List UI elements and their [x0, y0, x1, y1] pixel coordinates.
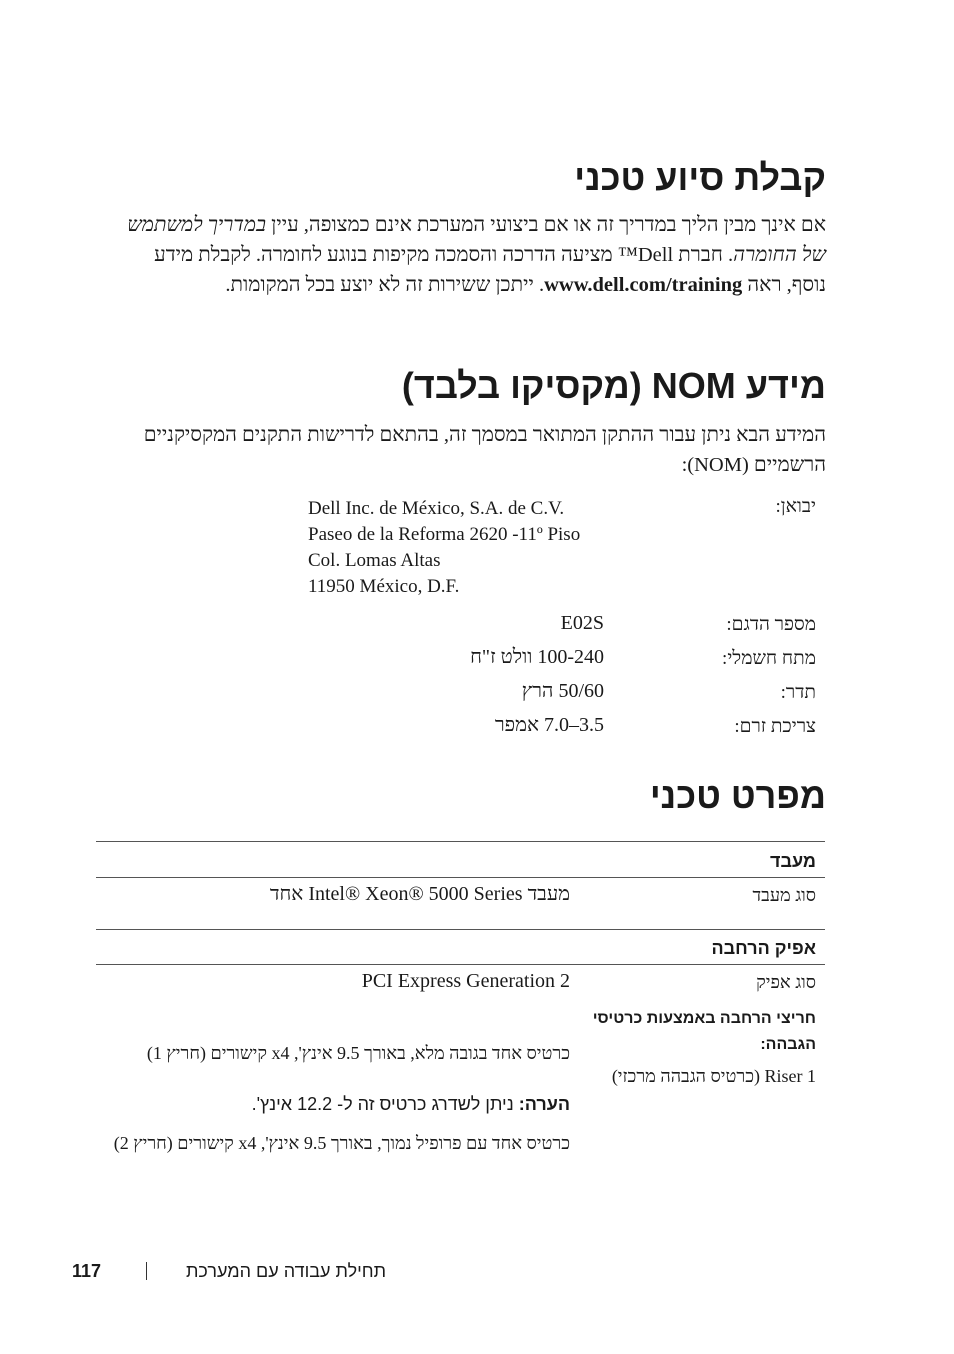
slot2-value: כרטיס אחד עם פרופיל נמוך, באורך 9.5 אינץ', x4 קישורים (חריץ 2) — [113, 1133, 570, 1153]
bus-type-label: סוג אפיק — [756, 972, 816, 992]
note — [252, 1094, 570, 1115]
address-line: Col. Lomas Altas — [308, 550, 441, 571]
table-rule — [96, 964, 825, 965]
processor-type-label: סוג מעבד — [752, 885, 816, 905]
training-link[interactable]: www.dell.com/training — [544, 274, 743, 296]
hardware-manual-ref: במדריך למשתמש של החומרה — [127, 214, 826, 266]
note-label: הערה: — [518, 1094, 570, 1114]
model-value: E02S — [560, 612, 604, 634]
support-text-1: אם אינך מבין הליך במדריך זה או אם ביצועי המערכת אינם כמצופה, עיין — [265, 214, 826, 236]
bus-type-value: PCI Express Generation 2 — [361, 970, 570, 992]
voltage-label: מתח חשמלי: — [722, 648, 816, 669]
page-number: 117 — [72, 1261, 102, 1281]
note-text: ניתן לשדרג כרטיס זה ל- 12.2 אינץ'. — [251, 1094, 519, 1114]
address-line: Paseo de la Reforma 2620 -11º Piso — [308, 524, 581, 545]
frequency-value: 50/60 הרץ — [521, 680, 604, 702]
table-rule — [96, 877, 825, 878]
support-text-3: . ייתכן ששירות זה לא יוצע בכל המקומות. — [225, 274, 545, 296]
specs-heading: מפרט טכני — [649, 775, 826, 816]
table-rule — [96, 841, 825, 842]
expansion-bus-header: אפיק הרחבה — [711, 938, 816, 958]
current-label: צריכת זרם: — [734, 716, 816, 737]
frequency-label: תדר: — [780, 682, 816, 703]
address-line: 11950 México, D.F. — [308, 576, 460, 597]
footer-title: תחילת עבודה עם המערכת — [186, 1261, 387, 1281]
model-label: מספר הדגם: — [726, 614, 816, 635]
table-rule — [96, 929, 825, 930]
support-paragraph — [110, 210, 826, 300]
importer-address — [308, 496, 580, 600]
importer-label: יבואן: — [775, 496, 816, 517]
processor-type-value: מעבד Intel® Xeon® 5000 Series אחד — [269, 883, 570, 905]
processor-header: מעבד — [769, 851, 816, 871]
riser-label: Riser 1 (כרטיס הגבהה מרכזי) — [611, 1066, 816, 1086]
expansion-slots-label: חריצי הרחבה באמצעות כרטיסי הגבהה: — [592, 1010, 816, 1053]
slot1-value: כרטיס אחד בגובה מלא, באורך 9.5 אינץ', x4 קישורים (חריץ 1) — [146, 1043, 570, 1063]
footer-divider — [146, 1262, 147, 1280]
voltage-value: 100-240 וולט ז"ח — [470, 646, 604, 668]
support-text-2: . חברת Dell™ מציעה הדרכה והסמכה מקיפות בנוגע לחומרה. לקבלת מידע נוסף, ראה — [154, 244, 826, 296]
current-value: 3.5–7.0 אמפר — [494, 714, 604, 736]
nom-intro: המידע הבא ניתן עבור ההתקן המתואר במסמך זה, בהתאם לדרישות התקנים המקסיקניים הרשמיים (NOM): — [143, 424, 826, 476]
address-line: Dell Inc. de México, S.A. de C.V. — [308, 498, 565, 519]
support-heading: קבלת סיוע טכני — [574, 157, 826, 198]
nom-heading: מידע NOM (מקסיקו בלבד) — [401, 365, 826, 406]
